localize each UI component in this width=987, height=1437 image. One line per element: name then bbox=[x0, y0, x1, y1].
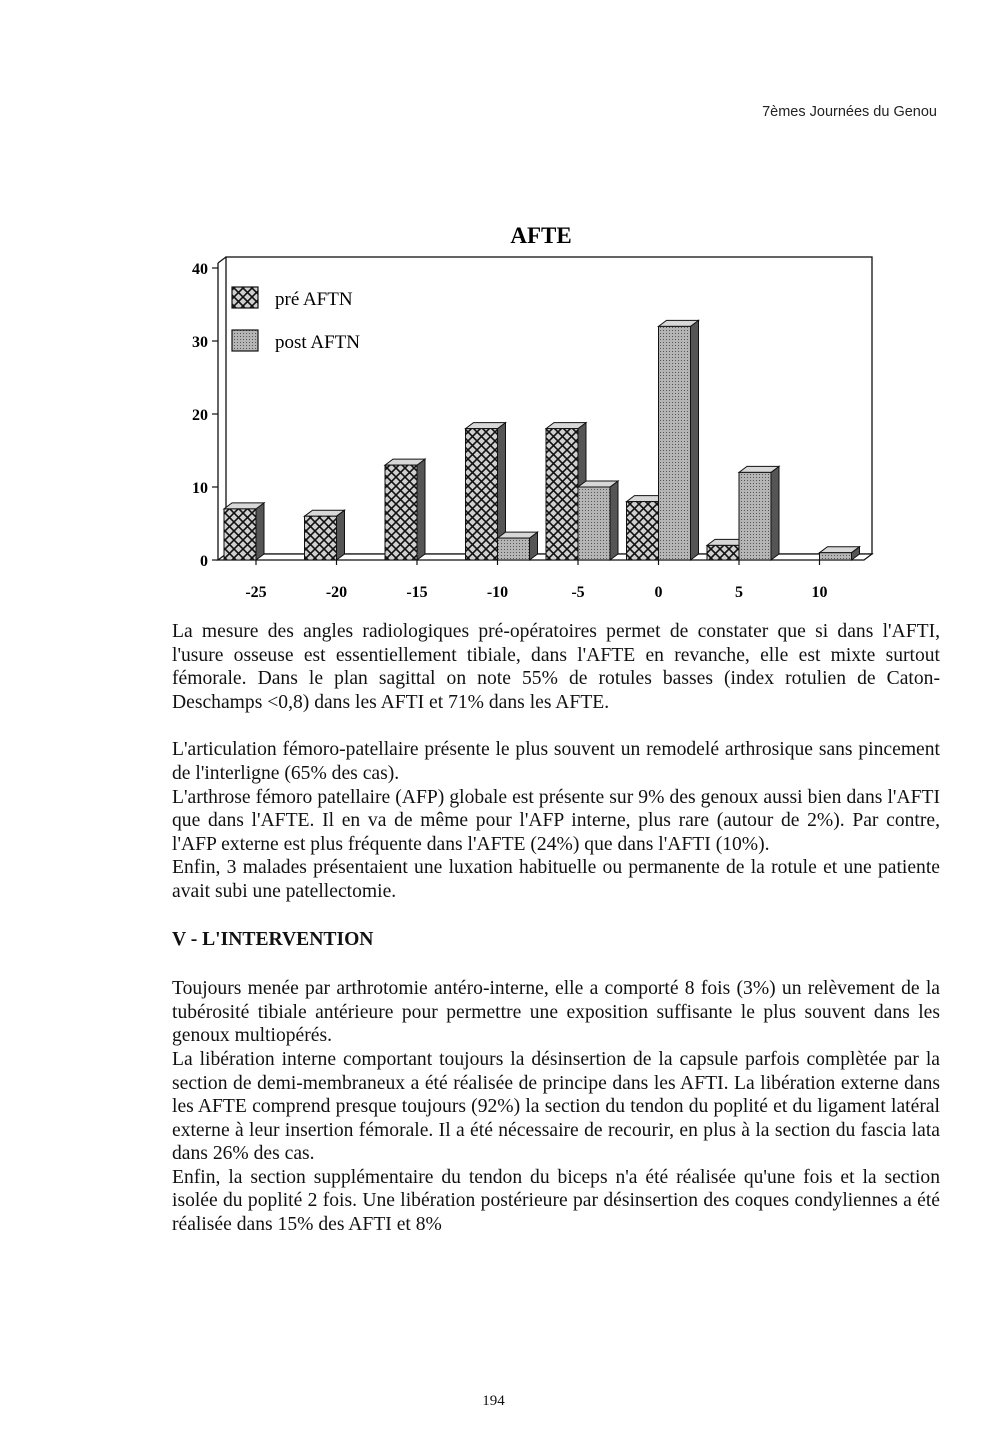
bar-pre--15 bbox=[385, 459, 425, 560]
legend-label: pré AFTN bbox=[275, 289, 353, 310]
bar-top bbox=[466, 423, 506, 429]
bar-post--10 bbox=[498, 532, 538, 560]
y-tick-label: 30 bbox=[192, 334, 208, 351]
y-tick-label: 10 bbox=[192, 480, 208, 497]
x-tick-label: 5 bbox=[735, 584, 743, 601]
bar-side bbox=[337, 510, 345, 560]
bar-front bbox=[498, 538, 530, 560]
chart-title: AFTE bbox=[510, 223, 572, 248]
chart-legend bbox=[232, 287, 360, 353]
body-text bbox=[172, 620, 940, 1237]
paragraph-arthrotomie: Toujours menée par arthrotomie antéro-interne, elle a comporté 8 fois (3%) un relèvement de la tubérosité tibiale antérieure pour permettre une exposition suffisante le plus souvent dans les genoux multiopérés. bbox=[172, 978, 940, 1047]
afte-bar-chart bbox=[0, 0, 987, 610]
paragraph-liberation: La libération interne comportant toujours la désinsertion de la capsule parfois complètée par la section de demi-membraneux a été réalisée de principe dans les AFTI. La libération externe dans les AFTE comprend presque toujours (92%) la section du tendon du poplité et du ligament latéral externe à leur insertion fémorale. Il a été nécessaire de recourir, en plus à la section du fascia lata dans 26% des cas. bbox=[172, 1048, 940, 1165]
paragraph-angles: La mesure des angles radiologiques pré-opératoires permet de constater que si dans l'AFTI, l'usure osseuse est essentiellement tibiale, dans l'AFTE en revanche, elle est mixte surtout fémorale. Dans le plan sagittal on note 55% de rotules basses (index rotulien de Caton-Deschamps <0,8) dans les AFTI et 71% dans les AFTE. bbox=[172, 621, 940, 713]
bar-side bbox=[417, 459, 425, 560]
bar-front bbox=[305, 516, 337, 560]
bar-front bbox=[739, 472, 771, 560]
paragraph-biceps: Enfin, la section supplémentaire du tendon du biceps n'a été réalisée qu'une fois et la section isolée du poplité 2 fois. Une libération postérieure par désinsertion des coques condyliennes a été réalisée dans 15% des AFTI et 8% bbox=[172, 1166, 940, 1236]
x-tick-label: -20 bbox=[325, 584, 348, 601]
bar-top bbox=[578, 481, 618, 487]
bar-top bbox=[224, 503, 264, 509]
bar-top bbox=[385, 459, 425, 465]
bar-front bbox=[466, 429, 498, 560]
bar-front bbox=[820, 553, 852, 560]
bar-top bbox=[820, 547, 860, 553]
bar-post--5 bbox=[578, 481, 618, 560]
paragraph-luxation: Enfin, 3 malades présentaient une luxation habituelle ou permanente de la rotule et une patiente avait subi une patellectomie. bbox=[172, 857, 940, 902]
frame-edge bbox=[218, 257, 226, 263]
bar-side bbox=[610, 481, 618, 560]
y-tick-label: 0 bbox=[200, 553, 208, 570]
bar-top bbox=[498, 532, 538, 538]
bar-side bbox=[771, 466, 779, 560]
x-tick-label: -15 bbox=[406, 584, 428, 601]
paragraph-femoro-patellaire: L'articulation fémoro-patellaire présente le plus souvent un remodelé arthrosique sans pincement de l'interligne (65% des cas). bbox=[172, 739, 940, 784]
bar-top bbox=[739, 466, 779, 472]
bar-front bbox=[659, 326, 691, 560]
y-tick-label: 20 bbox=[192, 407, 208, 424]
running-header: 7èmes Journées du Genou bbox=[762, 104, 937, 120]
x-tick-label: 10 bbox=[811, 584, 828, 601]
bar-post-10 bbox=[820, 547, 860, 560]
page-number: 194 bbox=[482, 1393, 505, 1409]
bar-top bbox=[546, 423, 586, 429]
x-tick-label: -5 bbox=[571, 584, 585, 601]
paragraph-afp: L'arthrose fémoro patellaire (AFP) globale est présente sur 9% des genoux aussi bien dans l'AFTI que dans l'AFTE. Il en va de même pour l'AFP interne, plus rare (autour de 2%). Par contre, l'AFP externe est plus fréquente dans l'AFTE (24%) que dans l'AFTI (10%). bbox=[172, 786, 940, 855]
bar-pre--20 bbox=[305, 510, 345, 560]
bar-top bbox=[305, 510, 345, 516]
section-heading: V - L'INTERVENTION bbox=[172, 928, 374, 950]
y-tick-label: 40 bbox=[192, 261, 208, 278]
bar-front bbox=[627, 502, 659, 560]
legend-swatch bbox=[232, 330, 258, 351]
bar-front bbox=[578, 487, 610, 560]
bar-front bbox=[385, 465, 417, 560]
bar-front bbox=[224, 509, 256, 560]
legend-swatch bbox=[232, 287, 258, 308]
x-tick-label: -25 bbox=[245, 584, 267, 601]
bar-post-0 bbox=[659, 320, 699, 560]
bar-side bbox=[691, 320, 699, 560]
bar-top bbox=[659, 320, 699, 326]
bar-post-5 bbox=[739, 466, 779, 560]
x-tick-label: -10 bbox=[486, 584, 509, 601]
bar-pre--25 bbox=[224, 503, 264, 560]
chart-bars bbox=[224, 320, 860, 560]
bar-front bbox=[546, 429, 578, 560]
legend-label: post AFTN bbox=[275, 332, 360, 353]
x-tick-label: 0 bbox=[654, 584, 663, 601]
bar-front bbox=[707, 545, 739, 560]
bar-side bbox=[256, 503, 264, 560]
